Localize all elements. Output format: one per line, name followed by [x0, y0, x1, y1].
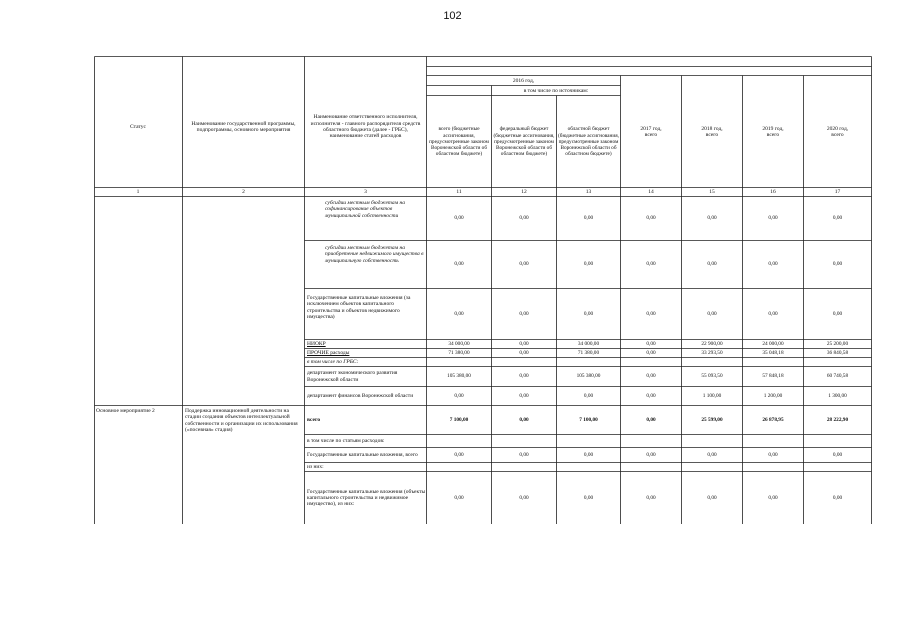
table-cell: 71 380,00 [448, 349, 470, 356]
table-cell: 0,00 [646, 373, 656, 380]
table-cell: 0,00 [583, 392, 594, 399]
column-number: 3 [364, 188, 367, 195]
header-col-federal: федеральный бюджет (бюджетные ассигнования, предусмотренные законом Воронежской области об областном бюджете) [493, 126, 555, 158]
table-cell: 0,00 [768, 215, 778, 222]
header-col-2017: 2017 год, всего [640, 125, 662, 138]
table-cell: 0,00 [454, 261, 464, 268]
table-cell: 0,00 [832, 451, 843, 458]
table-cell: 0,00 [519, 392, 529, 399]
table-cell: 33 293,50 [701, 349, 723, 356]
table-cell: 0,00 [519, 261, 529, 268]
table-cell: 0,00 [454, 392, 464, 399]
header-year-2016: 2016 год, [512, 77, 535, 84]
table-cell: 0,00 [583, 215, 594, 222]
row-label: Государственные капитальные вложения, всего [307, 451, 418, 458]
table-cell: 7 100,00 [449, 416, 469, 423]
table-cell: 0,00 [707, 215, 717, 222]
table-cell: 0,00 [519, 416, 529, 423]
table-cell: 0,00 [832, 261, 843, 268]
column-number: 17 [834, 188, 841, 195]
table-cell: 0,00 [519, 215, 529, 222]
table-cell: 24 000,00 [762, 340, 784, 347]
table-cell: 0,00 [519, 373, 529, 380]
table-cell: 0,00 [646, 392, 656, 399]
column-number: 13 [585, 188, 592, 195]
table-cell: 0,00 [646, 451, 656, 458]
table-cell: 36 840,58 [826, 349, 849, 356]
header-sources: в том числе по источникам: [523, 87, 589, 94]
table-cell: 0,00 [519, 451, 529, 458]
row-label: Государственные капитальные вложения (объекты капитального строительства и недвижимое имущество), из них: [307, 488, 426, 508]
row-label: департамент экономического развития Воронежской области [307, 370, 398, 383]
column-number: 1 [136, 188, 140, 195]
table-cell: 57 848,18 [762, 373, 784, 380]
table-cell: 1 200,00 [763, 392, 783, 399]
row-label: в том числе по ГРБС: [307, 358, 359, 365]
table-cell: 0,00 [768, 451, 778, 458]
table-cell: 60 740,58 [826, 373, 849, 380]
table-cell: 0,00 [519, 349, 529, 356]
table-cell: 0,00 [646, 340, 656, 347]
row-label: субсидии местным бюджетам на приобретение недвижимого имущества в муниципальную собственность [325, 245, 424, 264]
header-status: Статус [130, 123, 146, 130]
table-cell: 25 599,00 [701, 416, 723, 423]
table-cell: 0,00 [646, 215, 656, 222]
table-cell: 34 000,00 [577, 340, 600, 347]
page-number: 102 [443, 10, 462, 22]
table-cell: 0,00 [768, 494, 778, 501]
header-program-name: Наименование государственной программы, подпрограммы, основного мероприятия [191, 120, 296, 133]
table-cell: 0,00 [832, 310, 843, 317]
table-cell: 35 048,18 [762, 349, 784, 356]
table-cell: 0,00 [583, 451, 594, 458]
table-cell: 22 900,00 [701, 340, 723, 347]
table-cell: 0,00 [832, 215, 843, 222]
table-cell: 0,00 [583, 494, 594, 501]
table-cell: 1 300,00 [828, 392, 847, 399]
table-cell: 0,00 [583, 310, 594, 317]
table-cell: 0,00 [454, 215, 464, 222]
header-col-total-2016: всего (бюджетные ассигнования, предусмотренные законом Воронежской области об областном бюджете) [429, 126, 489, 158]
row-label: НИОКР [307, 340, 326, 347]
column-number: 15 [709, 188, 715, 195]
header-col-2019: 2019 год, всего [762, 125, 784, 138]
table-cell: 0,00 [768, 261, 778, 268]
table-cell: 0,00 [646, 310, 656, 317]
table-cell: 0,00 [454, 310, 464, 317]
table-cell: 1 100,00 [702, 392, 722, 399]
header-col-regional: областной бюджет (бюджетные ассигнования, предусмотренные законом Воронежской области об областном бюджете) [558, 126, 619, 158]
table-cell: 34 000,00 [448, 340, 470, 347]
table-cell: 0,00 [519, 340, 529, 347]
table-cell: 0,00 [707, 451, 717, 458]
row-label: субсидии местным бюджетам на софинансирование объектов муниципальной собственности [325, 200, 406, 219]
table-cell: 0,00 [707, 494, 717, 501]
table-cell: 0,00 [646, 261, 656, 268]
table-cell: 0,00 [646, 349, 656, 356]
header-col-2018: 2018 год, всего [701, 125, 723, 138]
table-cell: 0,00 [707, 310, 717, 317]
column-number: 11 [456, 188, 462, 195]
table-cell: 0,00 [707, 261, 717, 268]
table-cell: 105 380,00 [447, 373, 471, 380]
table-cell: 0,00 [768, 310, 778, 317]
table-cell: 7 100,00 [579, 416, 598, 423]
table-cell: 28 222,90 [826, 416, 849, 423]
row-label: в том числе по статьям расходов: [307, 437, 385, 444]
header-executor: Наименование ответственного исполнителя, исполнителя - главного распорядителя средств областного бюджета (далее - ГРБС), наименование статей расходов [310, 114, 421, 140]
measure2-status: Основное мероприятие 2 [96, 408, 155, 414]
column-number: 2 [242, 188, 245, 195]
table-cell: 0,00 [646, 494, 656, 501]
measure2-name: Поддержка инновационной деятельности на стадии создания объектов интеллектуальной собственности и организации их использования («посевная» стадия) [185, 408, 298, 433]
table-cell: 0,00 [519, 310, 529, 317]
table-cell: 71 380,00 [577, 349, 600, 356]
table-cell: 26 878,95 [762, 416, 784, 423]
table-cell: 0,00 [454, 494, 464, 501]
table-cell: 0,00 [519, 494, 529, 501]
column-number: 14 [648, 188, 654, 195]
row-label: всего [307, 416, 321, 423]
column-number: 12 [521, 188, 527, 195]
row-label: департамент финансов Воронежской области [307, 392, 414, 399]
table-cell: 55 093,50 [701, 373, 723, 380]
column-number: 16 [770, 188, 776, 195]
row-label: из них: [307, 463, 324, 470]
table-cell: 0,00 [832, 494, 843, 501]
table-cell: 0,00 [454, 451, 464, 458]
table-cell: 0,00 [583, 261, 594, 268]
budget-table [94, 56, 872, 524]
table-cell: 105 380,00 [576, 373, 601, 380]
header-col-2020: 2020 год, всего [826, 125, 849, 138]
row-label: ПРОЧИЕ расходы [307, 349, 350, 356]
table-cell: 25 200,00 [826, 340, 849, 347]
table-cell: 0,00 [646, 416, 656, 423]
row-label: Государственные капитальные вложения (за исключением объектов капитального строительства и объектов недвижимого имущества) [307, 295, 411, 320]
